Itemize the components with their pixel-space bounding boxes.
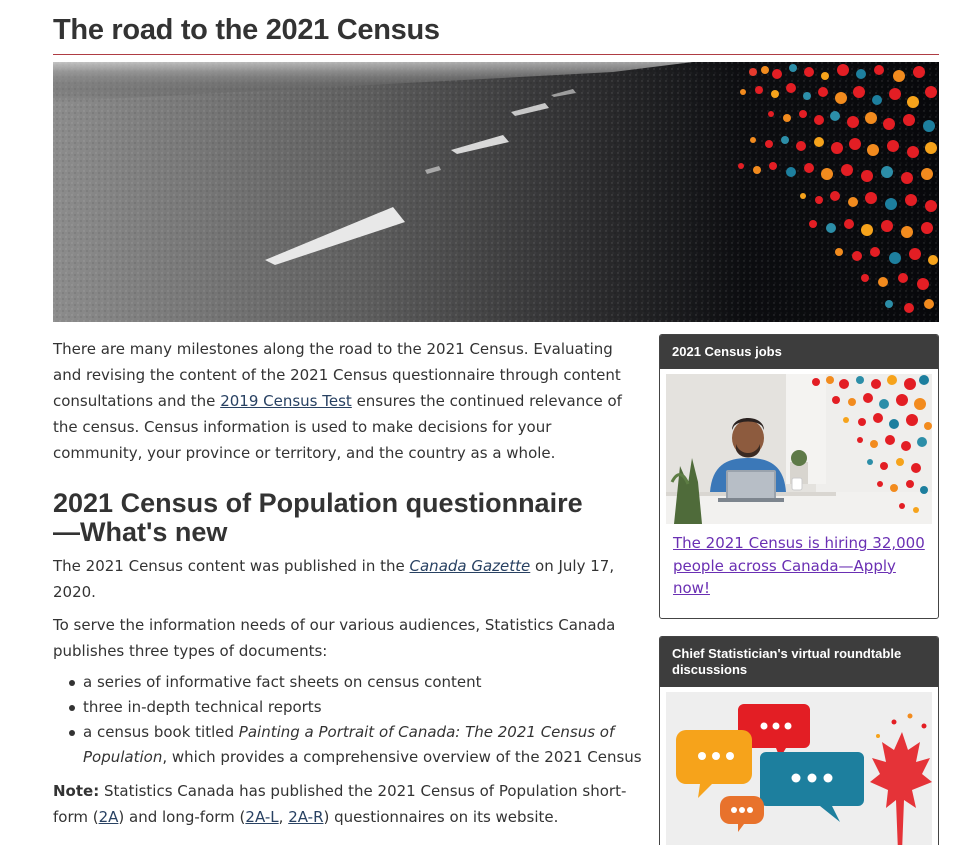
- census-book-title: Painting a Portrait of Canada: The 2021 Census of Population: [83, 723, 615, 766]
- main-content: [53, 336, 643, 830]
- page-title: The road to the 2021 Census: [53, 14, 939, 55]
- note-text-1: Statistics Canada has published the 2021 Census of Population short-form (: [53, 782, 627, 826]
- road-photo: [53, 62, 939, 322]
- intro-text-2: ensures the continued relevance of the census. Census information is used to make decisions for your community, your province or territory, and the country as a whole.: [53, 392, 622, 462]
- list-item: three in-depth technical reports: [67, 695, 643, 720]
- canada-gazette-link[interactable]: Canada Gazette: [409, 557, 531, 575]
- published-text-2: on July 17, 2020.: [53, 557, 615, 601]
- census-hiring-link[interactable]: The 2021 Census is hiring 32,000 people across Canada—Apply now!: [673, 534, 925, 597]
- heading-line-1: 2021 Census of Population questionnaire: [53, 488, 583, 518]
- heading-line-2: —What's new: [53, 517, 228, 547]
- bullet3-text-2: , which provides a comprehensive overview of the 2021 Census: [162, 748, 642, 766]
- note-text-2: ) and long-form (: [118, 808, 246, 826]
- form-2a-link[interactable]: 2A: [98, 808, 119, 826]
- list-item: [67, 720, 643, 770]
- form-2a-r-link[interactable]: 2A-R: [288, 808, 324, 826]
- man-at-laptop-photo: [666, 374, 932, 524]
- note-separator: ,: [278, 808, 289, 826]
- note-label: Note:: [53, 782, 100, 800]
- intro-paragraph: [53, 336, 643, 466]
- census-test-2019-link[interactable]: 2019 Census Test: [220, 392, 352, 410]
- serve-paragraph: To serve the information needs of our various audiences, Statistics Canada publishes three types of documents:: [53, 616, 616, 660]
- roundtable-panel: [659, 636, 939, 845]
- census-jobs-panel: [659, 334, 939, 619]
- bullet3-text-1: a census book titled: [83, 723, 239, 741]
- intro-text-1: There are many milestones along the road to the 2021 Census. Evaluating and revising the content of the 2021 Census questionnaire through content consultations and the: [53, 340, 621, 410]
- list-item: a series of informative fact sheets on census content: [67, 670, 643, 695]
- roundtable-image[interactable]: [666, 692, 932, 845]
- published-text-1: The 2021 Census content was published in the: [53, 557, 410, 575]
- published-paragraph: [53, 553, 643, 605]
- hero-banner-image: [53, 62, 939, 322]
- form-2a-l-link[interactable]: 2A-L: [245, 808, 279, 826]
- census-jobs-heading: 2021 Census jobs: [660, 335, 938, 369]
- note-paragraph: [53, 778, 643, 830]
- note-text-3: ) questionnaires on its website.: [323, 808, 559, 826]
- speech-bubbles-illustration: [666, 692, 932, 845]
- roundtable-heading: Chief Statistician's virtual roundtable discussions: [660, 637, 938, 687]
- questionnaire-heading: [53, 489, 643, 547]
- document-types-list: [67, 670, 643, 770]
- census-jobs-image[interactable]: [666, 374, 932, 524]
